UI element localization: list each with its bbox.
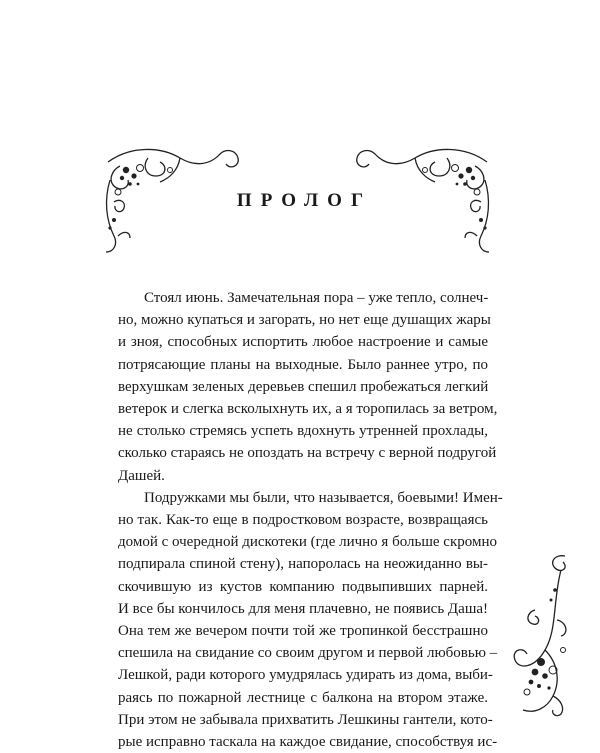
paragraph-2 bbox=[118, 487, 503, 753]
text-line: не столько стремясь успеть вдохнуть утренней прохлады, bbox=[118, 423, 488, 440]
text-line: верхушкам зеленых деревьев спешил пробежаться легкий bbox=[118, 378, 489, 395]
text-line: сколько стараясь не опоздать на встречу с верной подругой bbox=[118, 445, 497, 462]
text-line: но, можно купаться и загорать, но нет еще душащих жары bbox=[118, 312, 491, 329]
corner-ornament-bottom-right bbox=[505, 550, 580, 720]
chapter-title: ПРОЛОГ bbox=[236, 190, 373, 211]
text-line: Дашей. bbox=[118, 467, 165, 484]
text-line: При этом не забывала прихватить Лешкины гантели, кото- bbox=[118, 711, 493, 728]
text-line: домой с очередной дискотеки (где лично я больше скромно bbox=[118, 534, 497, 551]
text-line: Она тем же вечером почти той же тропинкой бесстрашно bbox=[118, 623, 488, 640]
text-line: подпирала спиной стену), напоролась на неожиданно вы- bbox=[118, 556, 488, 573]
text-line: Стоял июнь. Замечательная пора – уже тепло, солнеч- bbox=[144, 290, 489, 306]
text-line: И все бы кончилось для меня плачевно, не появись Даша! bbox=[118, 600, 489, 617]
text-line: Подружками мы были, что называется, боевыми! Имен- bbox=[144, 489, 503, 506]
chapter-body bbox=[118, 287, 503, 753]
text-line: скочившую из кустов компанию подвыпивших парней. bbox=[118, 578, 488, 595]
text-line: ветерок и слегка всколыхнуть их, а я торопилась за ветром, bbox=[118, 401, 498, 418]
text-line: рые исправно таскала на каждое свидание, способствуя ис- bbox=[118, 734, 498, 751]
paragraph-1 bbox=[118, 287, 498, 487]
text-line: Лешкой, ради которого умудрялась удирать из дома, выби- bbox=[118, 667, 493, 684]
text-line: раясь по пожарной лестнице с балкона на втором этаже. bbox=[118, 689, 488, 706]
text-line: потрясающие планы на выходные. Было раннее утро, по bbox=[118, 356, 488, 373]
text-line: спешила на свидание со своим другом и первой любовью – bbox=[118, 645, 498, 662]
text-line: но так. Как-то еще в подростковом возрасте, возвращаясь bbox=[118, 512, 488, 529]
text-line: и зноя, способных испортить любое настроение и самые bbox=[118, 334, 488, 351]
